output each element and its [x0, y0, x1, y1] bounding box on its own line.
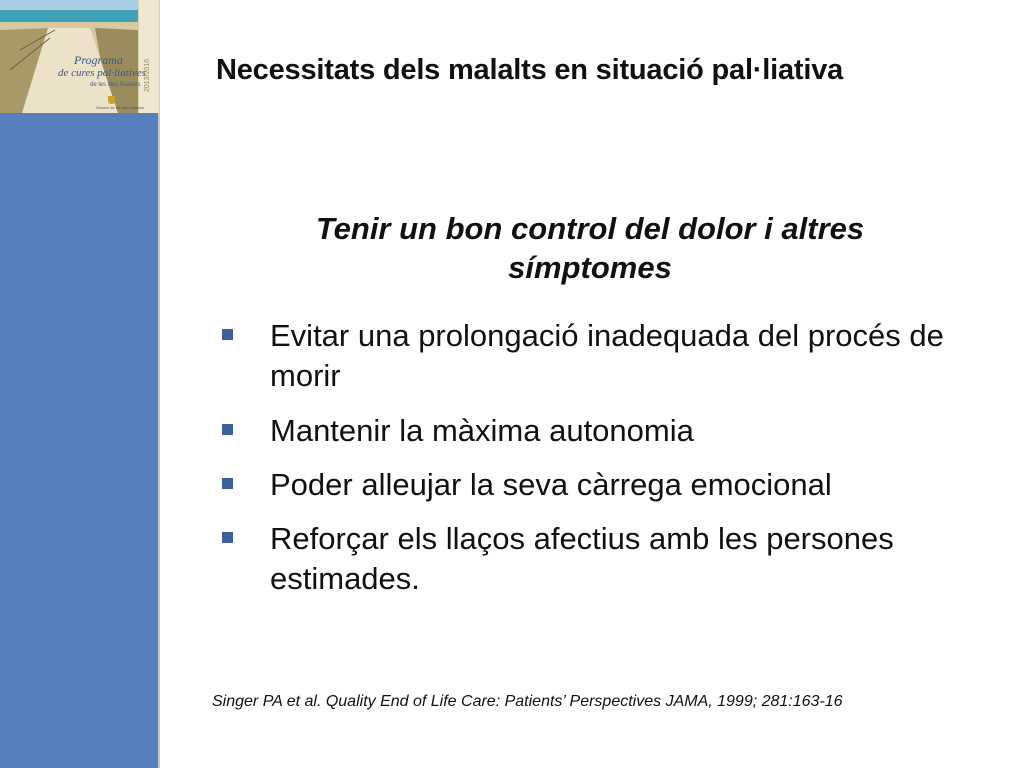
slide-title: Necessitats dels malalts en situació pal·liativa	[216, 54, 844, 86]
bullet-text: Mantenir la màxima autonomia	[270, 412, 694, 448]
logo-side-strip	[138, 0, 160, 113]
bullet-list	[216, 316, 956, 614]
government-crest-icon	[108, 96, 115, 104]
logo-years: 2013/2016	[144, 58, 151, 92]
list-item	[216, 519, 956, 600]
logo-text-cures: de cures pal·liatives	[58, 67, 146, 79]
bullet-text: Poder alleujar la seva càrrega emocional	[270, 466, 832, 502]
square-bullet-icon	[222, 424, 233, 435]
square-bullet-icon	[222, 329, 233, 340]
list-item	[216, 465, 956, 505]
square-bullet-icon	[222, 478, 233, 489]
bullet-text: Reforçar els llaços afectius amb les persones estimades.	[270, 521, 894, 597]
list-item	[216, 316, 956, 397]
sidebar-bar	[0, 113, 160, 768]
slide-subtitle: Tenir un bon control del dolor i altres símptomes	[315, 211, 865, 285]
square-bullet-icon	[222, 532, 233, 543]
logo-text-programa: Programa	[74, 53, 123, 67]
logo-text-illes: de les Illes Balears	[90, 82, 141, 88]
bullet-text: Evitar una prolongació inadequada del procés de morir	[270, 318, 944, 394]
citation-reference: Singer PA et al. Quality End of Life Care: Patients’ Perspectives JAMA, 1999; 281:163-16	[212, 693, 843, 710]
list-item	[216, 411, 956, 451]
logo-text-govern: Govern de les Illes Balears	[96, 105, 144, 110]
program-logo	[0, 0, 160, 113]
